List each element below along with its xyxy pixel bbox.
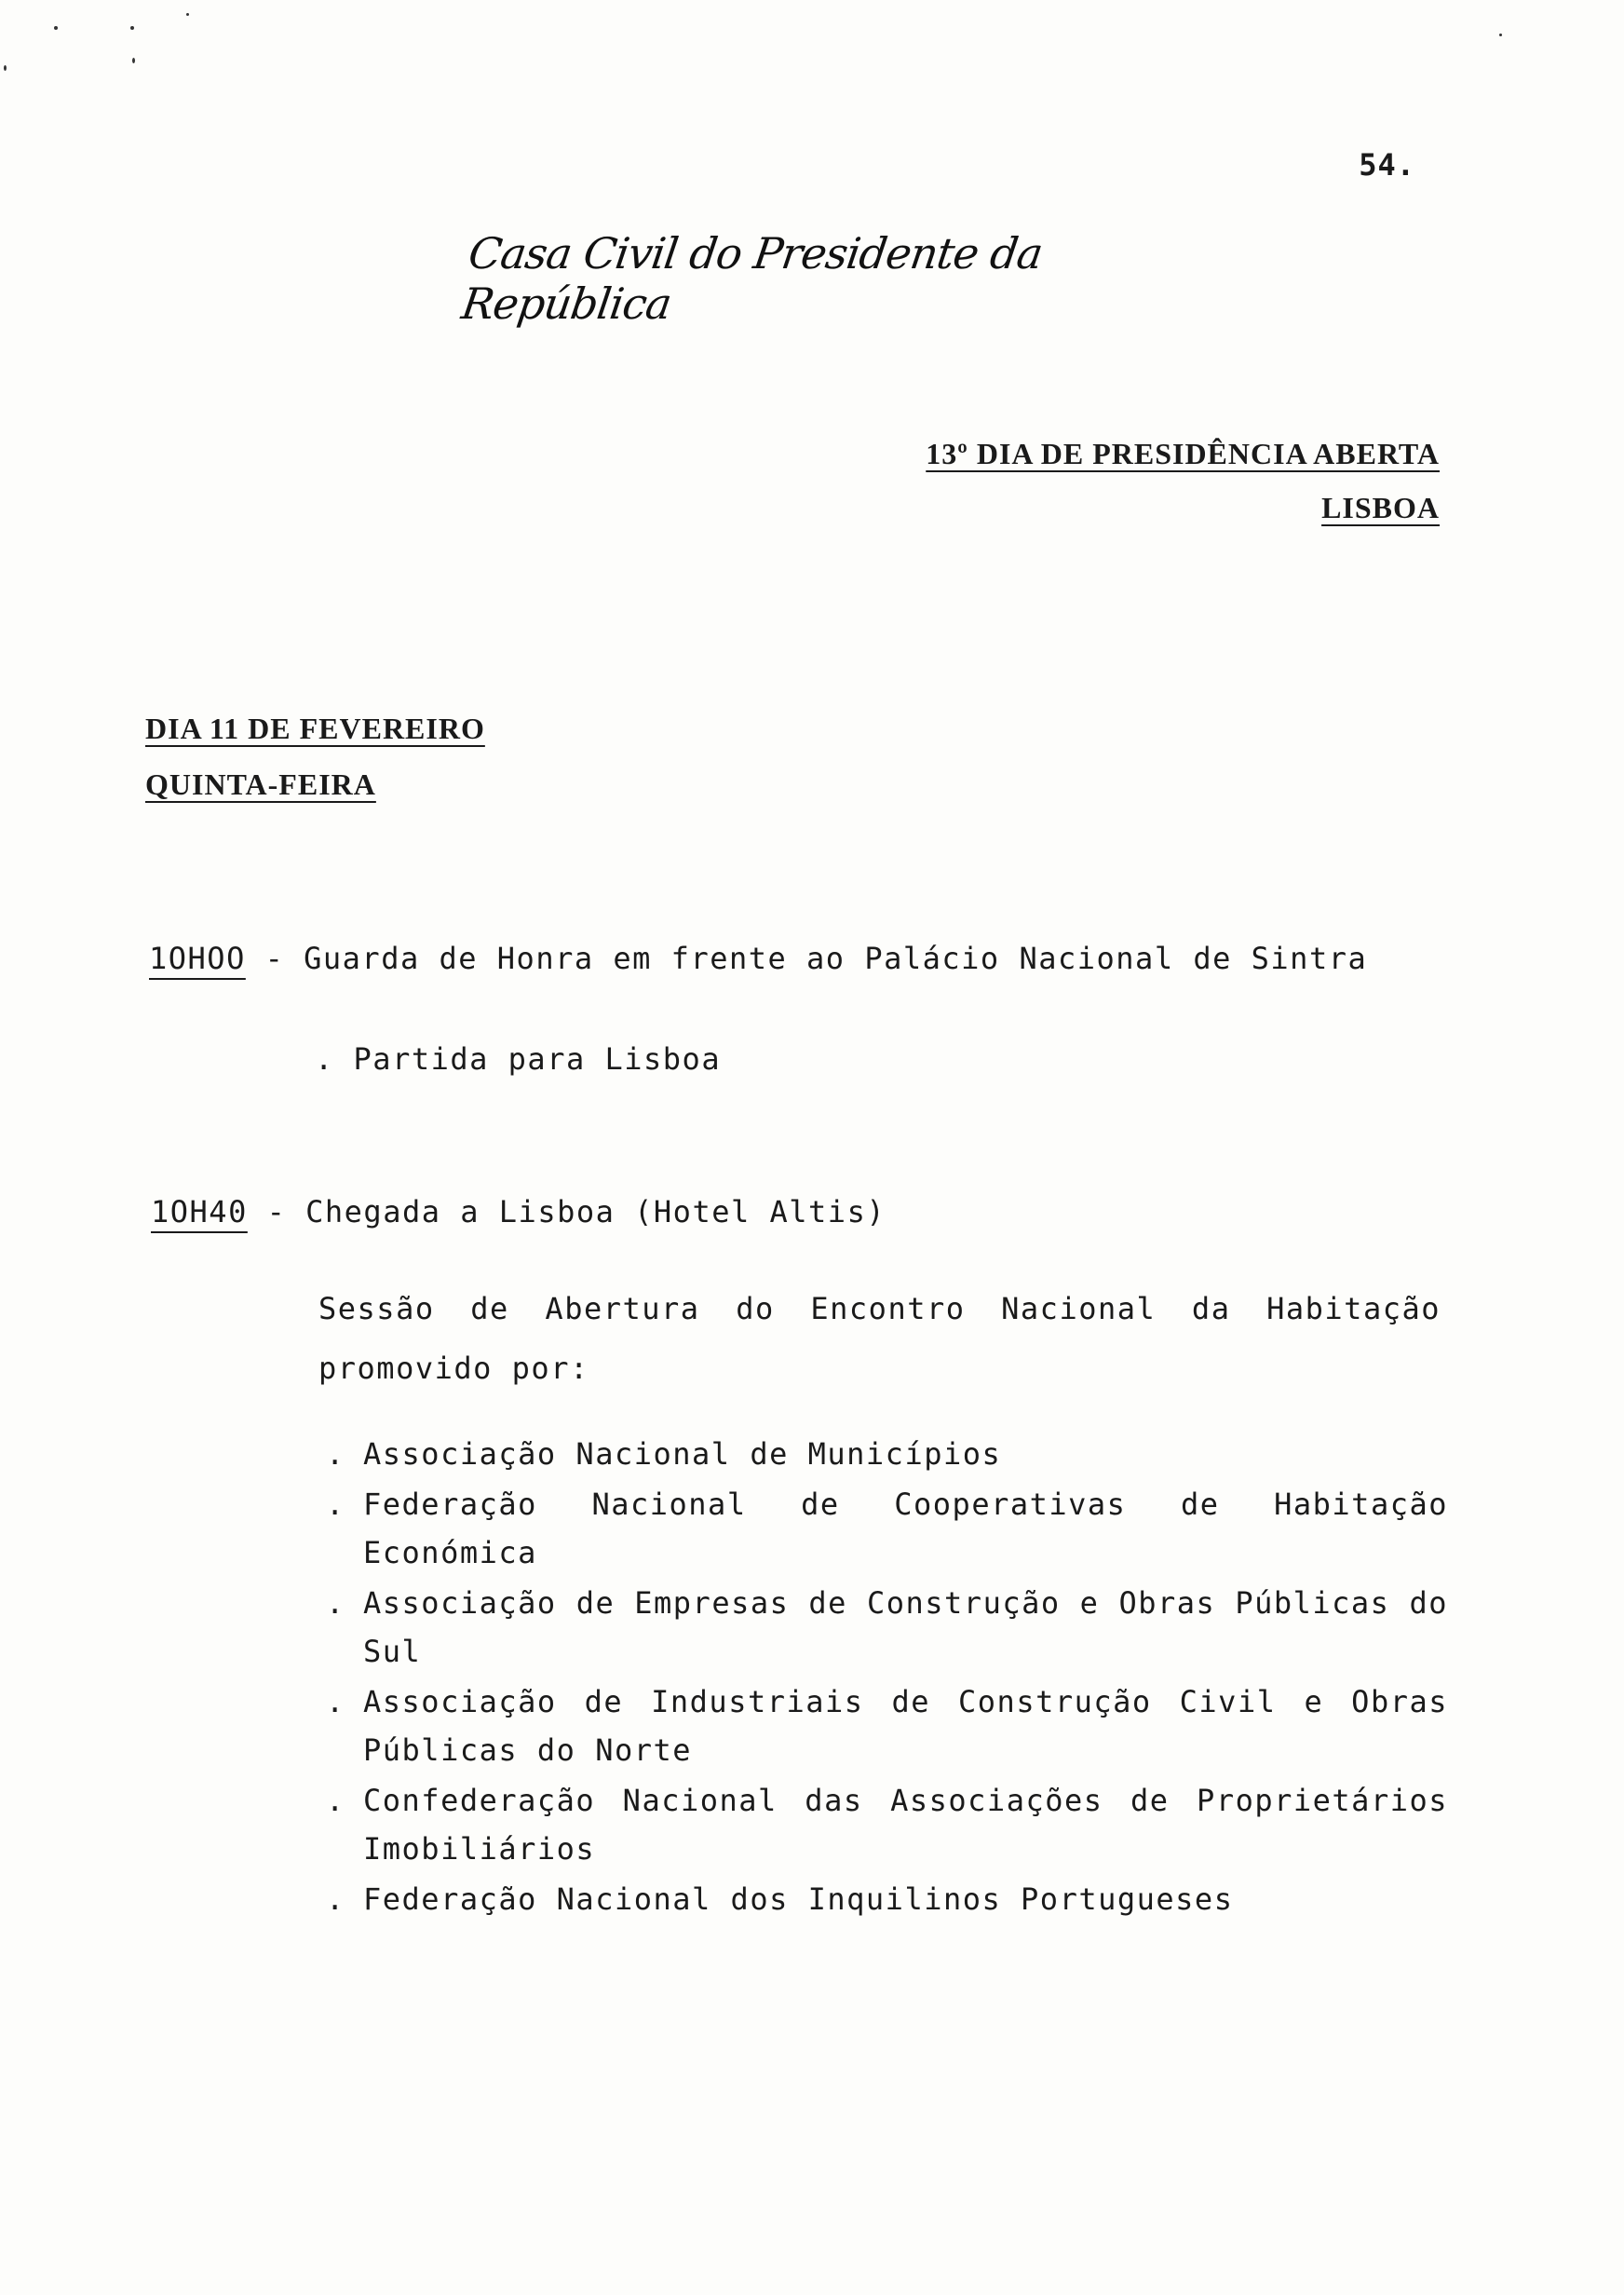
- list-item-text: Federação Nacional de Cooperativas de Habitação Económica: [363, 1487, 1448, 1570]
- organizations-list: [326, 1430, 1448, 1925]
- entry-time: 1OHOO: [149, 941, 246, 976]
- list-item-text: Associação de Industriais de Construção Civil e Obras Públicas do Norte: [363, 1684, 1448, 1768]
- list-item-text: Federação Nacional dos Inquilinos Portugueses: [363, 1881, 1234, 1917]
- schedule-entry-1: [149, 941, 1367, 976]
- date-block: [145, 700, 485, 812]
- list-item: . Confederação Nacional das Associações de Proprietários Imobiliários: [326, 1776, 1448, 1873]
- entry-text: Guarda de Honra em frente ao Palácio Nacional de Sintra: [304, 941, 1368, 976]
- scan-speck: [186, 13, 189, 16]
- scan-speck: [4, 65, 7, 71]
- list-item: . Federação Nacional de Cooperativas de Habitação Económica: [326, 1480, 1448, 1577]
- scan-speck: [1499, 34, 1502, 36]
- list-item-text: Associação de Empresas de Construção e Obras Públicas do Sul: [363, 1585, 1448, 1669]
- schedule-entry-2: [151, 1194, 886, 1229]
- entry-separator: -: [245, 941, 304, 976]
- list-item: . Associação de Empresas de Construção e Obras Públicas do Sul: [326, 1579, 1448, 1676]
- page-number: 54.: [1359, 147, 1415, 183]
- document-heading: [926, 427, 1440, 535]
- list-item-text: Associação Nacional de Municípios: [363, 1436, 1002, 1472]
- heading-line-1: 13º DIA DE PRESIDÊNCIA ABERTA: [926, 437, 1440, 470]
- weekday-line: QUINTA-FEIRA: [145, 767, 376, 801]
- entry-text: Chegada a Lisboa (Hotel Altis): [305, 1194, 886, 1229]
- list-item: . Federação Nacional dos Inquilinos Portugueses: [326, 1875, 1448, 1923]
- letterhead-script: Casa Civil do Presidente da República: [458, 228, 1046, 329]
- scan-speck: [130, 26, 134, 30]
- entry-time: 1OH40: [151, 1194, 248, 1229]
- list-item: . Associação de Industriais de Construção Civil e Obras Públicas do Norte: [326, 1677, 1448, 1774]
- entry-subline: . Partida para Lisboa: [315, 1041, 722, 1077]
- date-line: DIA 11 DE FEVEREIRO: [145, 712, 485, 745]
- list-item: . Associação Nacional de Municípios: [326, 1430, 1448, 1478]
- session-paragraph-continuation: promovido por:: [318, 1351, 589, 1386]
- entry-separator: -: [247, 1194, 306, 1229]
- scan-speck: [132, 58, 135, 63]
- session-paragraph: Sessão de Abertura do Encontro Nacional da Habitação: [318, 1291, 1441, 1326]
- scan-speck: [54, 26, 58, 30]
- list-item-text: Confederação Nacional das Associações de Proprietários Imobiliários: [363, 1783, 1448, 1867]
- heading-line-2: LISBOA: [1321, 491, 1440, 524]
